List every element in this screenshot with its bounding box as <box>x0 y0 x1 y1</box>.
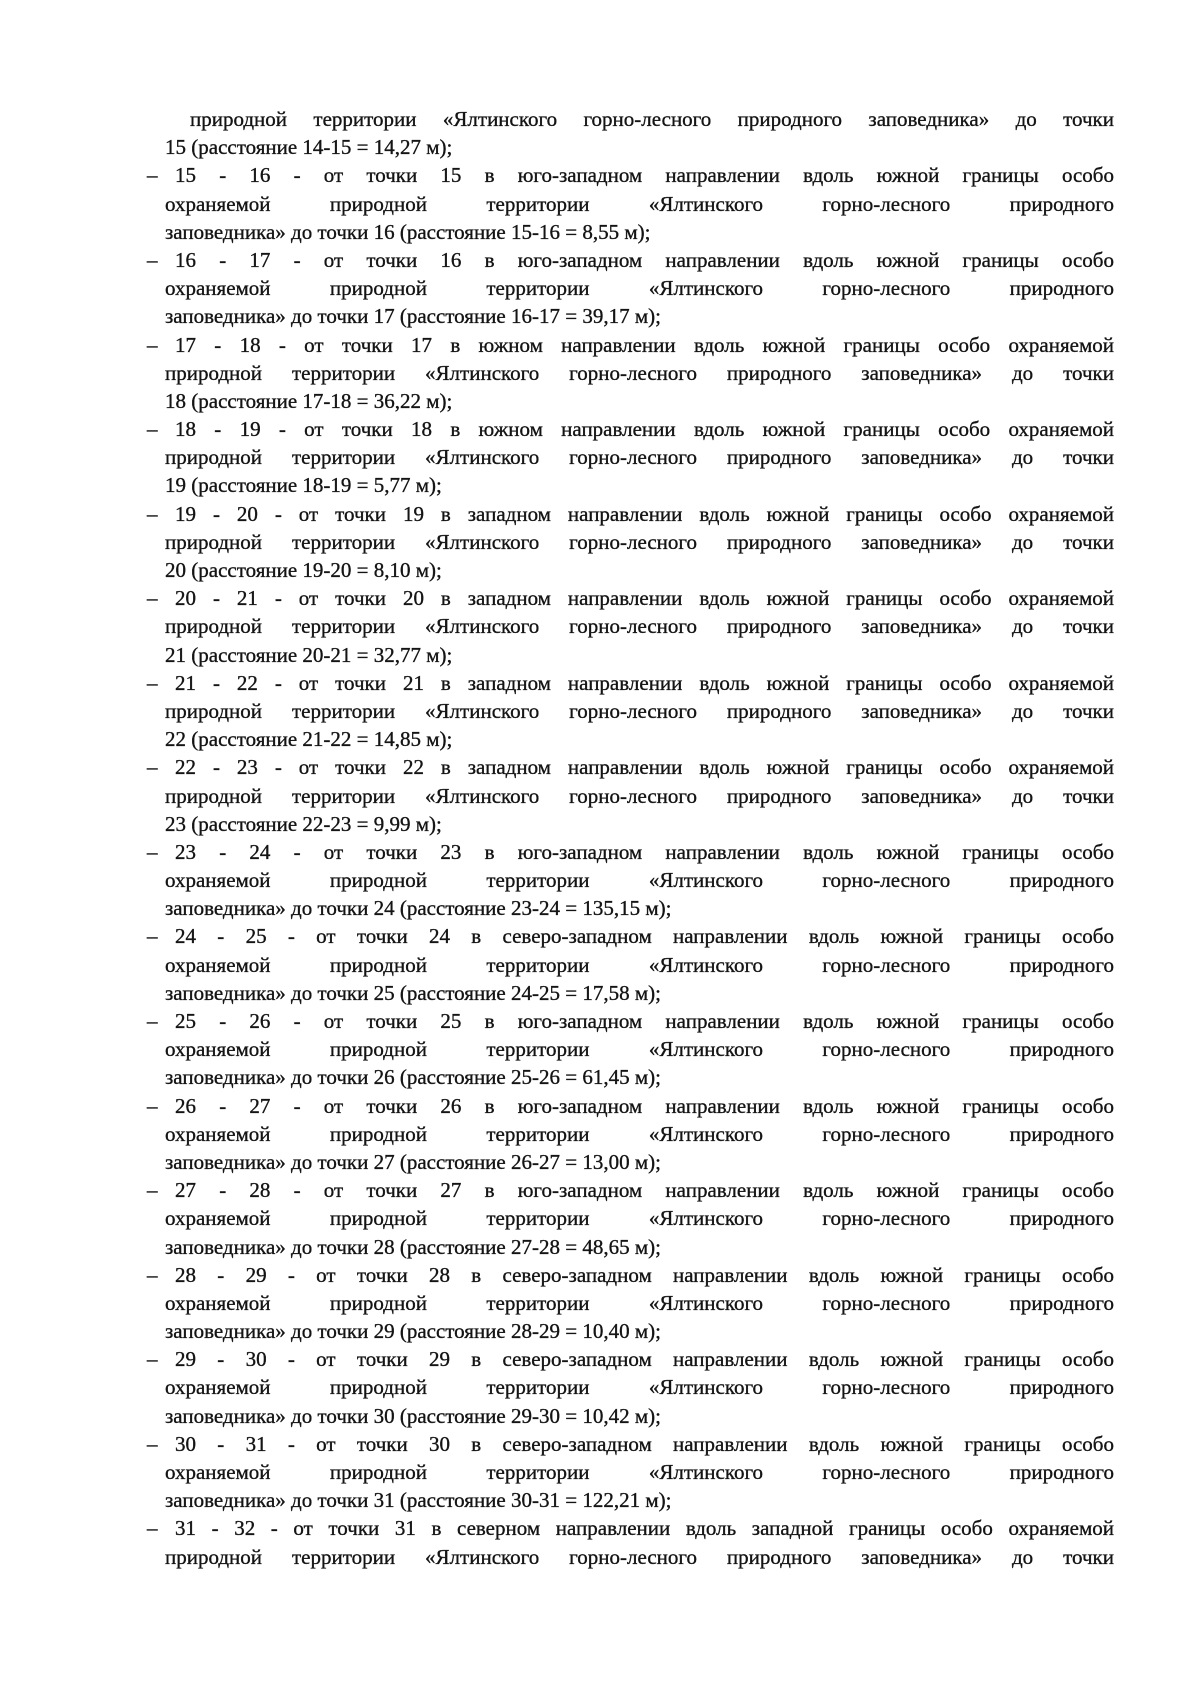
dash-bullet-marker: – <box>147 1093 158 1118</box>
dash-bullet-marker: – <box>147 332 158 357</box>
list-item-line: 23 (расстояние 22-23 = 9,99 м); <box>165 811 442 836</box>
list-item-line: 26 - 27 - от точки 26 в юго-западном направлении вдоль южной границы особо <box>175 1093 1114 1118</box>
list-item-lines <box>165 161 1114 246</box>
list-item <box>0 331 1200 416</box>
list-item <box>0 1514 1200 1570</box>
list-item <box>0 1007 1200 1092</box>
list-item <box>0 922 1200 1007</box>
list-item-line: природной территории «Ялтинского горно-лесного природного заповедника» до точки <box>190 107 1114 131</box>
list-item-lines <box>165 1345 1114 1430</box>
list-item-line: охраняемой природной территории «Ялтинского горно-лесного природного <box>165 276 1114 301</box>
list-item <box>0 1092 1200 1177</box>
dash-bullet-marker: – <box>147 501 158 526</box>
list-item <box>0 1345 1200 1430</box>
list-item-line: охраняемой природной территории «Ялтинского горно-лесного природного <box>165 1037 1114 1062</box>
list-item-line: охраняемой природной территории «Ялтинского горно-лесного природного <box>165 1121 1114 1146</box>
list-item-lines <box>165 584 1114 669</box>
dash-bullet-marker: – <box>147 1431 158 1456</box>
dash-bullet-marker: – <box>147 1262 158 1287</box>
list-item-line: заповедника» до точки 29 (расстояние 28-29 = 10,40 м); <box>165 1319 661 1344</box>
dash-bullet-marker: – <box>147 1516 158 1541</box>
list-item-line: охраняемой природной территории «Ялтинского горно-лесного природного <box>165 1460 1114 1484</box>
list-item-line: 19 - 20 - от точки 19 в западном направлении вдоль южной границы особо охраняемой <box>175 501 1114 526</box>
list-item-line: 27 - 28 - от точки 27 в юго-западном направлении вдоль южной границы особо <box>175 1178 1114 1203</box>
list-item-lines <box>165 105 1114 161</box>
list-item-line: заповедника» до точки 26 (расстояние 25-26 = 61,45 м); <box>165 1065 661 1090</box>
list-item-line: 23 - 24 - от точки 23 в юго-западном направлении вдоль южной границы особо <box>175 839 1114 864</box>
list-item-line: заповедника» до точки 25 (расстояние 24-25 = 17,58 м); <box>165 980 661 1005</box>
list-item-line: 15 (расстояние 14-15 = 14,27 м); <box>165 135 453 160</box>
list-item-lines <box>165 500 1114 585</box>
list-item-line: 17 - 18 - от точки 17 в южном направлении вдоль южной границы особо охраняемой <box>175 332 1114 357</box>
list-item-line: заповедника» до точки 17 (расстояние 16-17 = 39,17 м); <box>165 304 661 329</box>
list-item-lines <box>165 1092 1114 1177</box>
list-item-line: 30 - 31 - от точки 30 в северо-западном направлении вдоль южной границы особо <box>175 1431 1114 1456</box>
list-item-line: охраняемой природной территории «Ялтинского горно-лесного природного <box>165 952 1114 977</box>
list-item-line: 24 - 25 - от точки 24 в северо-западном направлении вдоль южной границы особо <box>175 924 1114 949</box>
list-item-lines <box>165 415 1114 500</box>
list-item <box>0 838 1200 923</box>
list-item-line: 25 - 26 - от точки 25 в юго-западном направлении вдоль южной границы особо <box>175 1009 1114 1033</box>
dash-bullet-marker: – <box>147 1009 158 1033</box>
list-item-line: природной территории «Ялтинского горно-лесного природного заповедника» до точки <box>165 698 1114 723</box>
list-item-lines <box>165 1261 1114 1346</box>
list-item-lines <box>165 1007 1114 1092</box>
list-item-lines <box>165 838 1114 923</box>
dash-bullet-marker: – <box>147 839 158 864</box>
list-item <box>0 161 1200 246</box>
list-item <box>0 415 1200 500</box>
list-item-line: природной территории «Ялтинского горно-лесного природного заповедника» до точки <box>165 445 1114 470</box>
list-item-line: охраняемой природной территории «Ялтинского горно-лесного природного <box>165 1375 1114 1400</box>
list-item-line: природной территории «Ялтинского горно-лесного природного заповедника» до точки <box>165 1544 1114 1569</box>
list-item-lines <box>165 753 1114 838</box>
dash-bullet-marker: – <box>147 1178 158 1203</box>
dash-bullet-marker: – <box>147 1347 158 1372</box>
list-item-line: 21 - 22 - от точки 21 в западном направлении вдоль южной границы особо охраняемой <box>175 670 1114 695</box>
dash-bullet-marker: – <box>147 670 158 695</box>
list-item-lines <box>165 669 1114 754</box>
dash-bullet-marker: – <box>147 247 158 272</box>
list-item-line: 20 - 21 - от точки 20 в западном направлении вдоль южной границы особо охраняемой <box>175 586 1114 611</box>
list-item-line: природной территории «Ялтинского горно-лесного природного заповедника» до точки <box>165 360 1114 385</box>
list-item-line: охраняемой природной территории «Ялтинского горно-лесного природного <box>165 191 1114 216</box>
list-item-line: 20 (расстояние 19-20 = 8,10 м); <box>165 558 442 582</box>
list-item <box>0 1176 1200 1261</box>
list-item-line: 18 - 19 - от точки 18 в южном направлении вдоль южной границы особо охраняемой <box>175 417 1114 442</box>
list-item <box>0 105 1200 161</box>
dash-bullet-marker: – <box>147 163 158 188</box>
list-item-line: охраняемой природной территории «Ялтинского горно-лесного природного <box>165 1290 1114 1315</box>
list-item-line: 16 - 17 - от точки 16 в юго-западном направлении вдоль южной границы особо <box>175 247 1114 272</box>
list-item-line: заповедника» до точки 27 (расстояние 26-27 = 13,00 м); <box>165 1149 661 1174</box>
list-item-line: природной территории «Ялтинского горно-лесного природного заповедника» до точки <box>165 783 1114 808</box>
list-item-line: охраняемой природной территории «Ялтинского горно-лесного природного <box>165 1206 1114 1231</box>
dash-bullet-marker: – <box>147 924 158 949</box>
list-item <box>0 753 1200 838</box>
text-block <box>0 105 1200 1571</box>
list-item <box>0 246 1200 331</box>
list-item-line: 28 - 29 - от точки 28 в северо-западном направлении вдоль южной границы особо <box>175 1262 1114 1287</box>
list-item-line: заповедника» до точки 16 (расстояние 15-16 = 8,55 м); <box>165 219 651 244</box>
list-item <box>0 1261 1200 1346</box>
list-item-line: охраняемой природной территории «Ялтинского горно-лесного природного <box>165 868 1114 893</box>
list-item-line: заповедника» до точки 31 (расстояние 30-31 = 122,21 м); <box>165 1488 672 1513</box>
dash-bullet-marker: – <box>147 755 158 780</box>
list-item-line: заповедника» до точки 24 (расстояние 23-24 = 135,15 м); <box>165 896 672 921</box>
list-item-line: 31 - 32 - от точки 31 в северном направлении вдоль западной границы особо охраняемой <box>175 1516 1114 1541</box>
list-item <box>0 1430 1200 1515</box>
list-item <box>0 584 1200 669</box>
list-item-lines <box>165 922 1114 1007</box>
list-item-line: природной территории «Ялтинского горно-лесного природного заповедника» до точки <box>165 529 1114 554</box>
list-item <box>0 669 1200 754</box>
dash-bullet-marker: – <box>147 586 158 611</box>
list-item-line: 18 (расстояние 17-18 = 36,22 м); <box>165 388 453 413</box>
dash-bullet-marker: – <box>147 417 158 442</box>
list-item-line: 19 (расстояние 18-19 = 5,77 м); <box>165 473 442 498</box>
list-item-line: природной территории «Ялтинского горно-лесного природного заповедника» до точки <box>165 614 1114 639</box>
list-item-lines <box>165 1176 1114 1261</box>
list-item-lines <box>165 246 1114 331</box>
list-item-lines <box>165 331 1114 416</box>
list-item-line: 29 - 30 - от точки 29 в северо-западном направлении вдоль южной границы особо <box>175 1347 1114 1372</box>
list-item-line: 15 - 16 - от точки 15 в юго-западном направлении вдоль южной границы особо <box>175 163 1114 188</box>
list-item <box>0 500 1200 585</box>
list-item-line: заповедника» до точки 30 (расстояние 29-30 = 10,42 м); <box>165 1403 661 1428</box>
list-item-line: 21 (расстояние 20-21 = 32,77 м); <box>165 642 453 667</box>
list-item-lines <box>165 1514 1114 1570</box>
list-item-line: 22 (расстояние 21-22 = 14,85 м); <box>165 727 453 752</box>
list-item-lines <box>165 1430 1114 1515</box>
list-item-line: заповедника» до точки 28 (расстояние 27-28 = 48,65 м); <box>165 1234 661 1259</box>
list-item-line: 22 - 23 - от точки 22 в западном направлении вдоль южной границы особо охраняемой <box>175 755 1114 780</box>
